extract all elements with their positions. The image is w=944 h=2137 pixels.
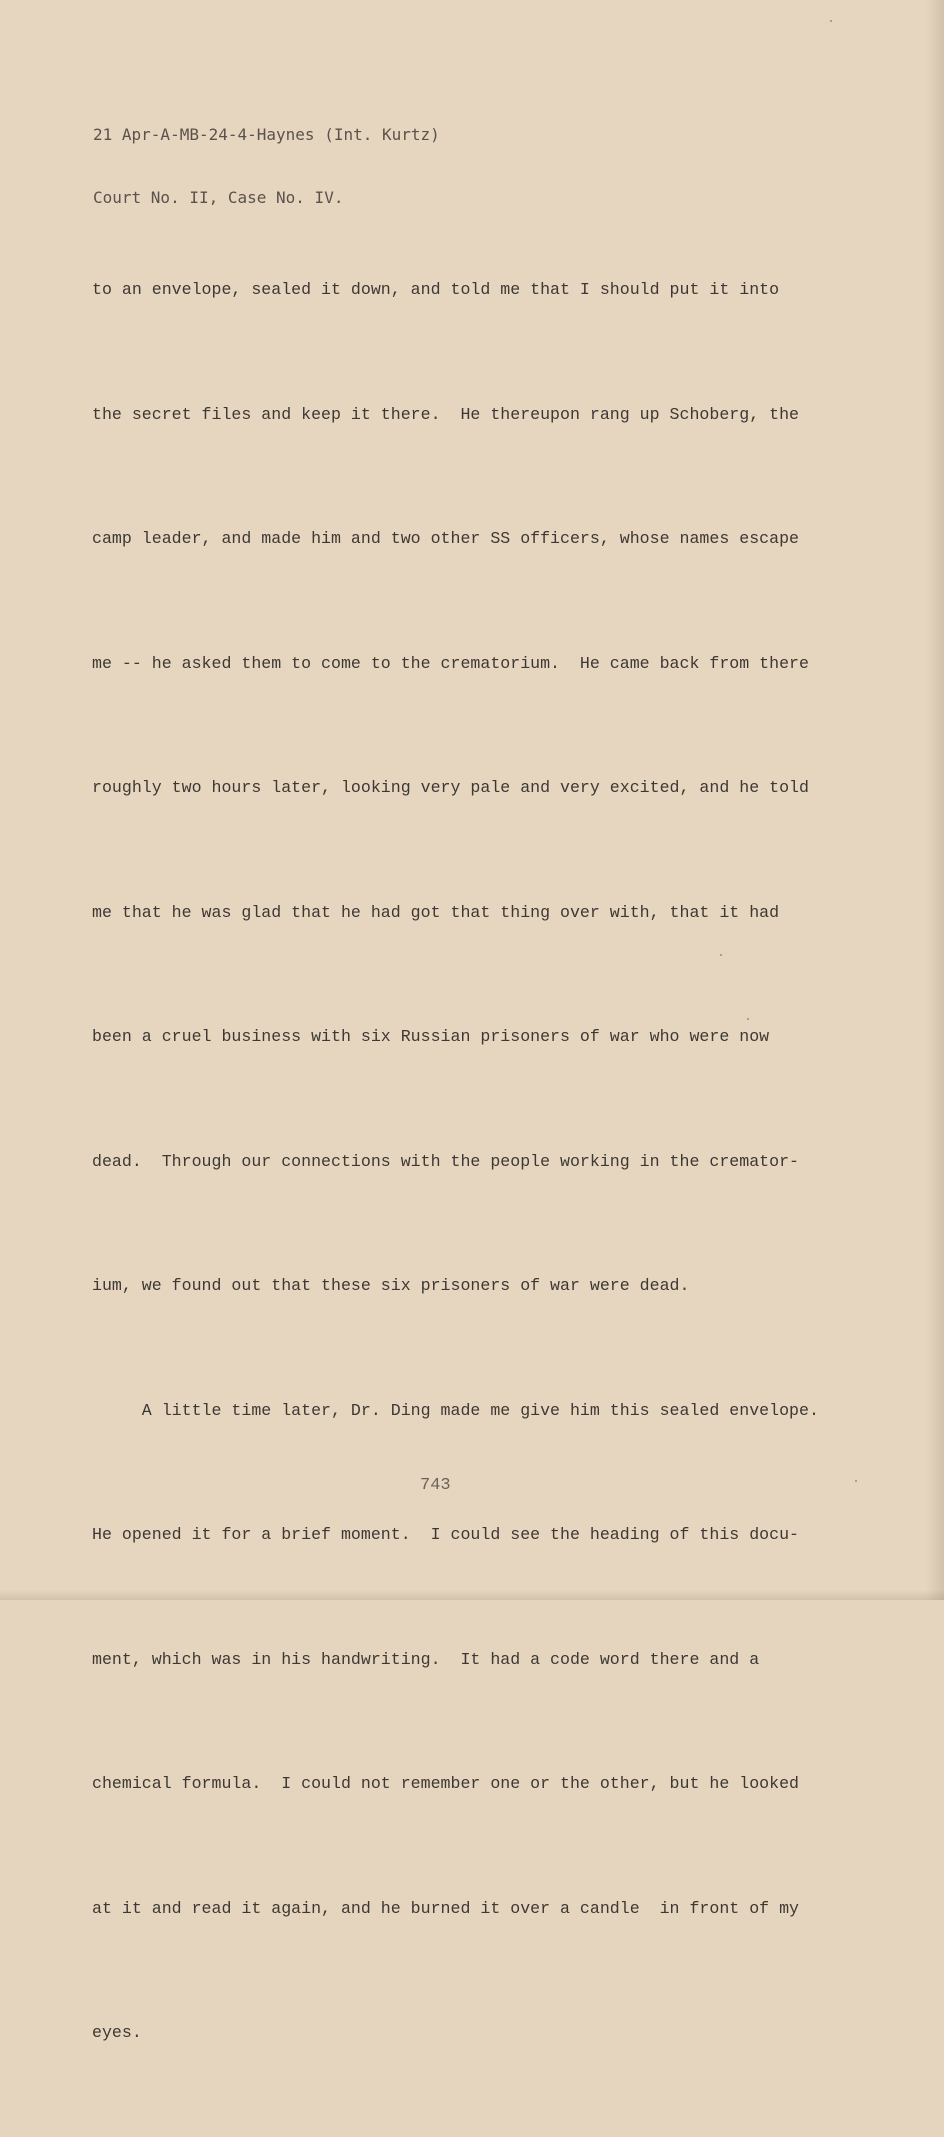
body-line: camp leader, and made him and two other SS officers, whose names escape — [92, 529, 800, 548]
body-line: the secret files and keep it there. He thereupon rang up Schoberg, the — [92, 404, 800, 424]
body-line: ment, which was in his handwriting. It had a code word there and a — [92, 1649, 760, 1669]
body-line: eyes. — [92, 2023, 142, 2042]
paper-speck — [747, 1018, 749, 1020]
document-body — [92, 186, 852, 2137]
body-line: me -- he asked them to come to the crematorium. He came back from there — [92, 653, 809, 673]
header-line-1: 21 Apr-A-MB-24-4-Haynes (Int. Kurtz) — [93, 125, 440, 144]
body-line: at it and read it again, and he burned it over a candle in front of my — [92, 1898, 800, 1918]
body-line: dead. Through our connections with the people working in the cremator- — [92, 1151, 800, 1171]
body-line: to an envelope, sealed it down, and told me that I should put it into — [92, 280, 780, 299]
page-number: 743 — [420, 1476, 451, 1495]
body-line: A little time later, Dr. Ding made me give him this sealed envelope. — [92, 1400, 819, 1420]
body-line: chemical formula. I could not remember one or the other, but he looked — [92, 1774, 800, 1793]
body-line: ium, we found out that these six prisoners of war were dead. — [92, 1276, 690, 1295]
body-line: been a cruel business with six Russian prisoners of war who were now — [92, 1027, 770, 1046]
header-line-2: Court No. II, Case No. IV. — [93, 188, 344, 207]
paper-speck — [830, 20, 832, 22]
body-line: me that he was glad that he had got that thing over with, that it had — [92, 902, 780, 922]
page-edge-shadow-right — [926, 0, 944, 1600]
paper-speck — [720, 954, 722, 956]
paper-speck — [855, 1480, 857, 1482]
body-line: roughly two hours later, looking very pale and very excited, and he told — [92, 778, 809, 797]
body-line: He opened it for a brief moment. I could see the heading of this docu- — [92, 1525, 800, 1544]
